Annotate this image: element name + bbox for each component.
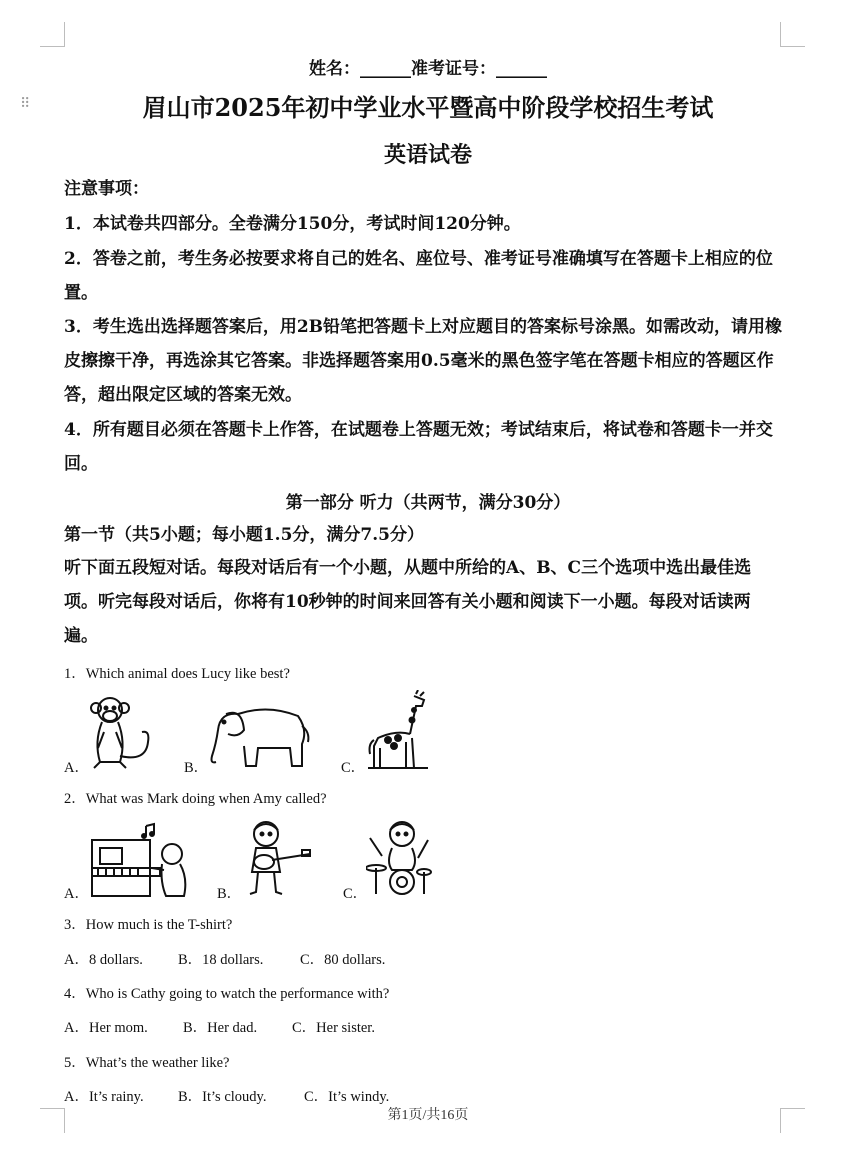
question-2-option-c[interactable]: C． [343,886,368,902]
listening-instructions: 听下面五段短对话。每段对话后有一个小题，从题中所给的A、B、C三个选项中选出最佳选项。听完每段对话后，你将有10秒钟的时间来回答有关小题和阅读下一小题。每段对话读两遍。 [64,558,752,646]
elephant-picture [208,700,312,772]
question-5-option-c[interactable]: C．It’s windy. [304,1089,390,1105]
drum-boy-picture [366,818,432,898]
question-2-option-b[interactable]: B． [217,886,242,902]
corner-mark-top-right [780,22,805,47]
section-title: 第一节（共5小题；每小题1.5分，满分7.5分） [64,525,424,545]
note-1: 1．本试卷共四部分。全卷满分150分，考试时间120分钟。 [64,214,521,234]
giraffe-picture [366,690,430,774]
guitar-boy-picture [240,818,312,898]
exam-subtitle: 英语试卷 [383,142,472,168]
name-blank: ______ [360,59,411,79]
name-label: 姓名： [309,59,360,79]
question-1-option-c[interactable]: C． [341,760,366,776]
question-3-option-b[interactable]: B．18 dollars. [178,952,264,968]
question-4-option-b[interactable]: B．Her dad. [183,1020,258,1036]
question-2-stem: 2．What was Mark doing when Amy called? [64,791,327,807]
question-2-option-a[interactable]: A． [64,886,89,902]
question-5-option-a[interactable]: A．It’s rainy. [64,1089,144,1105]
monkey-picture [86,692,158,772]
drag-handle-icon[interactable]: ⠿ [20,96,31,112]
question-3-stem: 3．How much is the T-shirt? [64,917,233,933]
note-4: 4．所有题目必须在答题卡上作答，在试题卷上答题无效；考试结束后，将试卷和答题卡一并交回。 [64,420,773,474]
corner-mark-top-left [40,22,65,47]
question-4-stem: 4．Who is Cathy going to watch the performance with? [64,986,390,1002]
exam-title: 眉山市2025年初中学业水平暨高中阶段学校招生考试 [142,93,714,122]
page-number-footer: 第1页/共16页 [387,1108,469,1123]
part-title: 第一部分 听力（共两节，满分30分） [285,493,571,513]
question-4-option-a[interactable]: A．Her mom. [64,1020,148,1036]
candidate-info-line [0,54,856,79]
question-1-option-a[interactable]: A． [64,760,89,776]
notes-heading: 注意事项： [64,179,149,199]
id-label: 准考证号： [411,59,496,79]
question-5-option-b[interactable]: B．It’s cloudy. [178,1089,267,1105]
piano-boy-picture [90,822,190,898]
note-2: 2．答卷之前，考生务必按要求将自己的姓名、座位号、准考证号准确填写在答题卡上相应的位置。 [64,249,773,303]
id-blank: ______ [496,59,547,79]
question-1-stem: 1．Which animal does Lucy like best? [64,666,290,682]
note-3: 3．考生选出选择题答案后，用2B铅笔把答题卡上对应题目的答案标号涂黑。如需改动，请用橡皮擦擦干净，再选涂其它答案。非选择题答案用0.5毫米的黑色签字笔在答题卡相应的答题区作答，超出限定区域的答案无效。 [64,317,783,405]
question-3-option-a[interactable]: A．8 dollars. [64,952,143,968]
question-3-option-c[interactable]: C．80 dollars. [300,952,386,968]
question-1-option-b[interactable]: B． [184,760,209,776]
question-4-option-c[interactable]: C．Her sister. [292,1020,375,1036]
question-5-stem: 5．What’s the weather like? [64,1055,230,1071]
